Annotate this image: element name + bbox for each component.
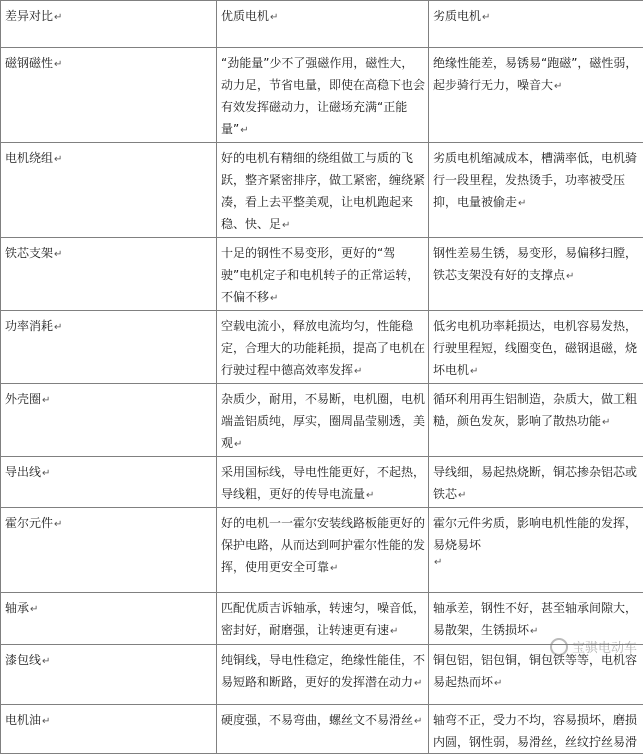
paragraph-mark-icon: ↵ xyxy=(270,12,278,23)
bad-motor-cell xyxy=(429,593,643,645)
bad-motor-cell xyxy=(429,238,643,311)
paragraph-mark-icon: ↵ xyxy=(282,220,290,231)
row-label-cell xyxy=(1,593,217,645)
good-motor-text: 杂质少，耐用，不易断，电机圈，电机端盖铝质纯，厚实，圈周晶莹剔透，美观 xyxy=(221,392,425,450)
row-label-cell xyxy=(1,48,217,143)
header-cell xyxy=(217,1,429,48)
bad-motor-cell xyxy=(429,311,643,384)
bad-motor-cell xyxy=(429,705,643,754)
watermark-text: 宝骐电动车 xyxy=(572,637,637,656)
bad-motor-text: 铜包铝，铝包铜，铜包铁等等，电机容易起热而坏 xyxy=(433,653,637,689)
bad-motor-cell xyxy=(429,457,643,508)
table-row xyxy=(1,457,643,508)
table-row xyxy=(1,705,643,754)
paragraph-mark-icon: ↵ xyxy=(414,678,422,689)
row-label: 铁芯支架 xyxy=(5,246,53,260)
paragraph-mark-icon: ↵ xyxy=(54,12,62,23)
row-label: 霍尔元件 xyxy=(5,516,53,530)
bad-motor-cell xyxy=(429,143,643,238)
row-label: 轴承 xyxy=(5,601,29,615)
bad-motor-cell xyxy=(429,48,643,143)
good-motor-text: 空载电流小，释放电流均匀，性能稳定，合理大的功能耗损，提高了电机在行驶过程中德高效率发挥 xyxy=(221,319,425,377)
bad-motor-text: 绝缘性能差，易锈易“跑磁”，磁性弱，起步骑行无力，噪音大 xyxy=(433,56,637,92)
bad-motor-text: 钢性差易生锈，易变形，易偏移扫膛，铁芯支架没有好的支撑点 xyxy=(433,246,637,282)
paragraph-mark-icon: ↵ xyxy=(366,490,374,501)
header-good-motor: 优质电机 xyxy=(221,9,269,23)
row-label-cell xyxy=(1,508,217,593)
paragraph-mark-icon: ↵ xyxy=(240,125,248,136)
paragraph-mark-icon: ↵ xyxy=(354,366,362,377)
good-motor-text: “劲能量”少不了强磁作用，磁性大，动力足，节省电量，即使在高稳下也会有效发挥磁动力，让磁场充满“正能量” xyxy=(221,56,425,136)
table-row xyxy=(1,508,643,593)
row-label-cell xyxy=(1,705,217,754)
good-motor-text: 硬度强，不易弯曲，螺丝文不易滑丝 xyxy=(221,713,413,727)
good-motor-cell xyxy=(217,311,429,384)
header-bad-motor: 劣质电机 xyxy=(433,9,481,23)
good-motor-text: 匹配优质吉诉轴承，转速匀，噪音低，密封好，耐磨强，让转速更有速 xyxy=(221,601,425,637)
paragraph-mark-icon: ↵ xyxy=(54,249,62,260)
paragraph-mark-icon: ↵ xyxy=(42,716,50,727)
paragraph-mark-icon: ↵ xyxy=(518,198,526,209)
good-motor-cell xyxy=(217,143,429,238)
good-motor-cell xyxy=(217,705,429,754)
paragraph-mark-icon: ↵ xyxy=(602,417,610,428)
paragraph-mark-icon: ↵ xyxy=(54,154,62,165)
row-label: 电机绕组 xyxy=(5,151,53,165)
paragraph-mark-icon: ↵ xyxy=(470,366,478,377)
paragraph-mark-icon: ↵ xyxy=(414,716,422,727)
good-motor-text: 十足的钢性不易变形，更好的“驾驶”电机定子和电机转子的正常运转，不偏不移 xyxy=(221,246,419,304)
bad-motor-text: 导线细，易起热烧断，铜芯掺杂铝芯或铁芯 xyxy=(433,465,637,501)
bad-motor-cell xyxy=(429,384,643,457)
bad-motor-cell xyxy=(429,645,643,705)
table-row xyxy=(1,48,643,143)
good-motor-cell xyxy=(217,593,429,645)
row-label-cell xyxy=(1,645,217,705)
row-label: 磁钢磁性 xyxy=(5,56,53,70)
paragraph-mark-icon: ↵ xyxy=(330,563,338,574)
paragraph-mark-icon: ↵ xyxy=(566,271,574,282)
row-label-cell xyxy=(1,457,217,508)
bad-motor-text: 劣质电机缩减成本，槽满率低，电机骑行一段里程，发热烫手，功率被受压抑，电量被偷走 xyxy=(433,151,637,209)
paragraph-mark-icon: ↵ xyxy=(42,468,50,479)
table-row xyxy=(1,143,643,238)
paragraph-mark-icon: ↵ xyxy=(54,59,62,70)
bad-motor-text: 低劣电机功率耗损达，电机容易发热，行驶里程短，线圈变色，磁钢退磁，烧坏电机 xyxy=(433,319,637,377)
bad-motor-text: 循环利用再生铝制造，杂质大，做工粗糙，颜色发灰，影响了散热功能 xyxy=(433,392,637,428)
good-motor-cell xyxy=(217,384,429,457)
good-motor-text: 好的电机一一霍尔安装线路板能更好的保护电路，从而达到呵护霍尔性能的发挥，使用更安全可靠 xyxy=(221,516,425,574)
paragraph-mark-icon: ↵ xyxy=(270,293,278,304)
bad-motor-text: 轴承差，钢性不好，甚至轴承间隙大，易散架，生锈损坏 xyxy=(433,601,637,637)
good-motor-cell xyxy=(217,508,429,593)
bad-motor-text: 霍尔元件劣质，影响电机性能的发挥，易烧易坏 xyxy=(433,516,637,552)
bad-motor-text: 轴弯不正，受力不均，容易损坏，磨损内圆，钢性弱，易滑丝，丝纹拧丝易滑 xyxy=(433,713,637,749)
header-compare: 差异对比 xyxy=(5,9,53,23)
paragraph-mark-icon: ↵ xyxy=(434,556,640,570)
table-row xyxy=(1,238,643,311)
good-motor-cell xyxy=(217,238,429,311)
table-row xyxy=(1,384,643,457)
row-label-cell xyxy=(1,311,217,384)
header-cell xyxy=(429,1,643,48)
bad-motor-cell xyxy=(429,508,643,593)
good-motor-text: 好的电机有精细的绕组做工与质的飞跃，整齐紧密排序，做工紧密，缠绕紧凑，看上去平整美观，让电机跑起来稳、快、足 xyxy=(221,151,425,231)
table-row xyxy=(1,593,643,645)
table-row xyxy=(1,311,643,384)
row-label: 外壳圈 xyxy=(5,392,41,406)
paragraph-mark-icon: ↵ xyxy=(54,322,62,333)
paragraph-mark-icon: ↵ xyxy=(42,395,50,406)
paragraph-mark-icon: ↵ xyxy=(458,490,466,501)
good-motor-cell xyxy=(217,645,429,705)
row-label: 漆包线 xyxy=(5,653,41,667)
row-label-cell xyxy=(1,384,217,457)
row-label: 导出线 xyxy=(5,465,41,479)
row-label-cell xyxy=(1,238,217,311)
paragraph-mark-icon: ↵ xyxy=(42,656,50,667)
good-motor-text: 采用国标线，导电性能更好，不起热，导线粗，更好的传导电流量 xyxy=(221,465,425,501)
good-motor-cell xyxy=(217,457,429,508)
row-label: 电机油 xyxy=(5,713,41,727)
row-label: 功率消耗 xyxy=(5,319,53,333)
good-motor-cell xyxy=(217,48,429,143)
paragraph-mark-icon: ↵ xyxy=(530,626,538,637)
good-motor-text: 纯铜线，导电性稳定，绝缘性能佳，不易短路和断路，更好的发挥潜在动力 xyxy=(221,653,425,689)
paragraph-mark-icon: ↵ xyxy=(234,439,242,450)
row-label-cell xyxy=(1,143,217,238)
paragraph-mark-icon: ↵ xyxy=(54,519,62,530)
table-row xyxy=(1,645,643,705)
paragraph-mark-icon: ↵ xyxy=(494,678,502,689)
paragraph-mark-icon: ↵ xyxy=(554,81,562,92)
table-header-row xyxy=(1,1,643,48)
paragraph-mark-icon: ↵ xyxy=(30,604,38,615)
header-cell xyxy=(1,1,217,48)
paragraph-mark-icon: ↵ xyxy=(482,12,490,23)
paragraph-mark-icon: ↵ xyxy=(390,626,398,637)
